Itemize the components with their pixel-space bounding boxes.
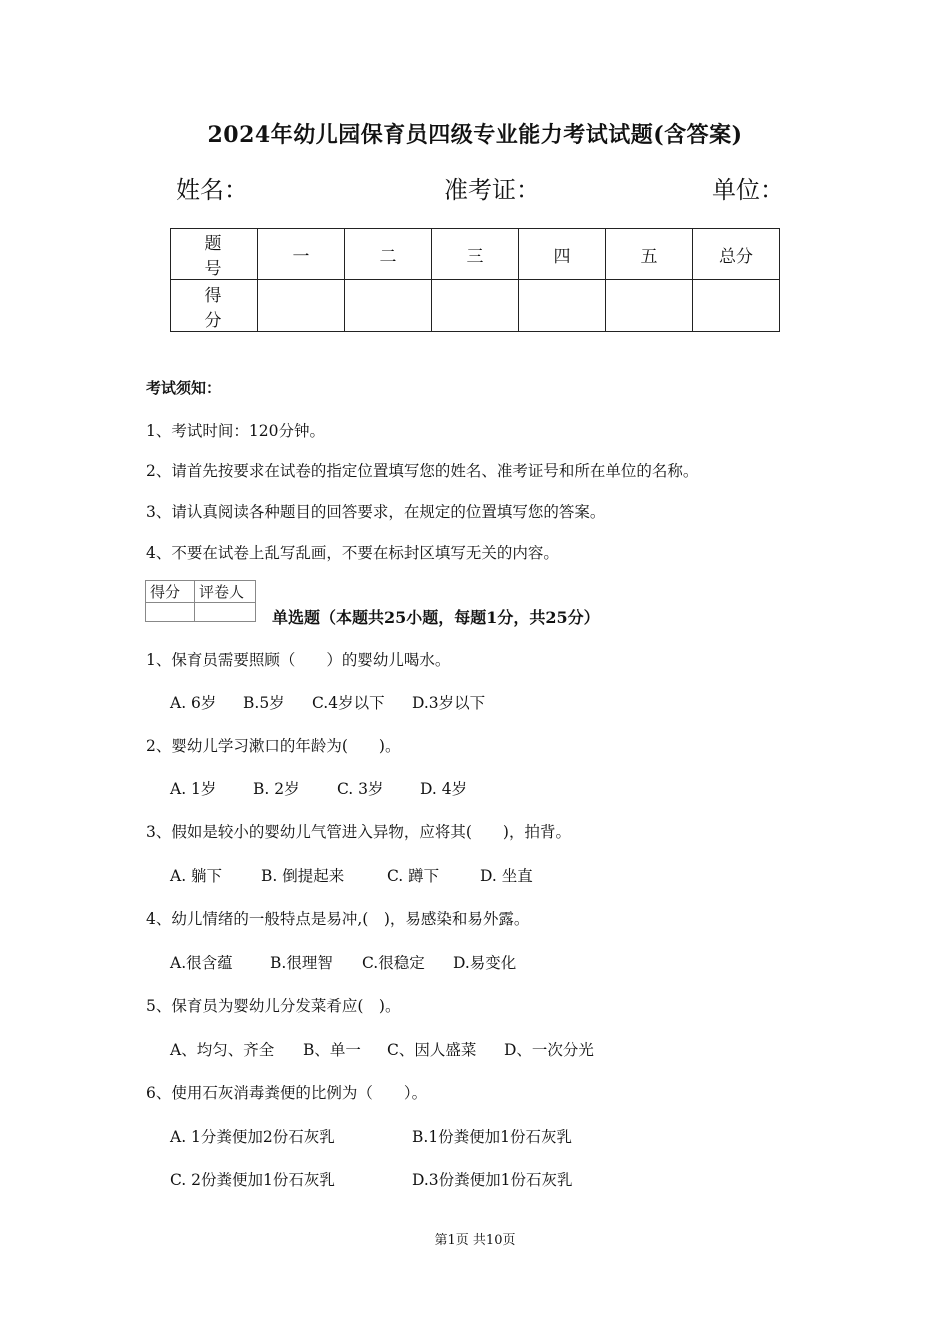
score-cell[interactable]: [258, 280, 345, 332]
notice-item: 2、请首先按要求在试卷的指定位置填写您的姓名、准考证号和所在单位的名称。: [146, 462, 699, 480]
option[interactable]: B.5岁: [243, 694, 285, 712]
grader-box-score-cell[interactable]: [146, 603, 195, 622]
option[interactable]: C.很稳定: [362, 954, 425, 972]
option[interactable]: A. 1分粪便加2份石灰乳: [170, 1128, 335, 1146]
question-stem: 3、假如是较小的婴幼儿气管进入异物，应将其( )，拍背。: [146, 823, 571, 841]
question-stem: 5、保育员为婴幼儿分发菜肴应( )。: [146, 997, 401, 1015]
option[interactable]: A. 6岁: [170, 694, 217, 712]
option[interactable]: C. 蹲下: [387, 867, 440, 885]
score-cell[interactable]: [345, 280, 432, 332]
option[interactable]: D、一次分光: [504, 1041, 594, 1059]
exam-id-field-label[interactable]: 准考证：: [444, 176, 540, 204]
grader-box-grader-cell[interactable]: [195, 603, 256, 622]
score-cell[interactable]: [519, 280, 606, 332]
column-header: 三: [432, 229, 519, 280]
unit-field-label[interactable]: 单位：: [712, 176, 784, 204]
notice-heading: 考试须知：: [146, 379, 222, 397]
score-row-label: 得分: [171, 280, 258, 332]
question-stem: 6、使用石灰消毒粪便的比例为（ ）。: [146, 1084, 428, 1102]
option[interactable]: B.1份粪便加1份石灰乳: [412, 1128, 573, 1146]
option[interactable]: B. 2岁: [253, 780, 300, 798]
option[interactable]: D. 坐直: [480, 867, 533, 885]
column-header: 二: [345, 229, 432, 280]
page-footer: 第1页 共10页: [434, 1233, 516, 1248]
column-header: 五: [606, 229, 693, 280]
option[interactable]: D.3岁以下: [412, 694, 486, 712]
question-stem: 4、幼儿情绪的一般特点是易冲,( )，易感染和易外露。: [146, 910, 530, 928]
grader-box: [145, 580, 256, 622]
question-stem: 1、保育员需要照顾（ ）的婴幼儿喝水。: [146, 651, 451, 669]
notice-item: 4、不要在试卷上乱写乱画，不要在标封区填写无关的内容。: [146, 544, 559, 562]
column-header: 一: [258, 229, 345, 280]
option[interactable]: B、单一: [303, 1041, 361, 1059]
option[interactable]: A. 1岁: [170, 780, 217, 798]
option[interactable]: C. 3岁: [337, 780, 384, 798]
option[interactable]: C.4岁以下: [312, 694, 385, 712]
option[interactable]: A、均匀、齐全: [170, 1041, 275, 1059]
option[interactable]: D.3份粪便加1份石灰乳: [412, 1171, 573, 1189]
section-title: 单选题（本题共25小题，每题1分，共25分）: [272, 608, 600, 627]
option[interactable]: C、因人盛菜: [387, 1041, 477, 1059]
grader-box-score-label: 得分: [146, 581, 195, 603]
option[interactable]: C. 2份粪便加1份石灰乳: [170, 1171, 335, 1189]
option[interactable]: A. 躺下: [170, 867, 223, 885]
option[interactable]: A.很含蕴: [170, 954, 233, 972]
question-stem: 2、婴幼儿学习漱口的年龄为( )。: [146, 737, 401, 755]
score-cell[interactable]: [606, 280, 693, 332]
option[interactable]: B.很理智: [270, 954, 333, 972]
score-table-score-row: [171, 280, 780, 332]
option[interactable]: D. 4岁: [420, 780, 468, 798]
question-number-label: 题号: [171, 229, 258, 280]
page-title: 2024年幼儿园保育员四级专业能力考试试题(含答案): [207, 122, 743, 148]
name-field-label[interactable]: 姓名：: [176, 176, 248, 204]
column-header-total: 总分: [693, 229, 780, 280]
score-table-header-row: [171, 229, 780, 280]
score-cell[interactable]: [432, 280, 519, 332]
option[interactable]: D.易变化: [453, 954, 517, 972]
notice-item: 1、考试时间：120分钟。: [146, 422, 325, 440]
column-header: 四: [519, 229, 606, 280]
grader-box-grader-label: 评卷人: [195, 581, 256, 603]
candidate-info-row: [0, 170, 950, 204]
score-table: [170, 228, 780, 332]
notice-item: 3、请认真阅读各种题目的回答要求，在规定的位置填写您的答案。: [146, 503, 606, 521]
score-cell-total[interactable]: [693, 280, 780, 332]
option[interactable]: B. 倒提起来: [261, 867, 345, 885]
